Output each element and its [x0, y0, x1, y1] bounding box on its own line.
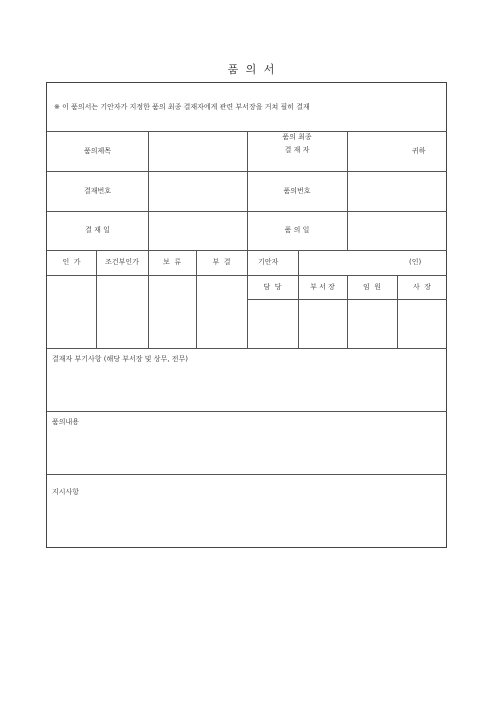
approval-date-label: 결 재 일 — [85, 226, 110, 234]
drafter-label: 기안자 — [258, 258, 279, 266]
status-pending-label: 보 류 — [163, 258, 181, 266]
proposal-form — [46, 82, 447, 548]
status-conditional-label: 조건부인가 — [105, 258, 139, 266]
approval-president-label: 사 장 — [413, 283, 431, 291]
subject-label: 품의제목 — [83, 147, 112, 155]
status-rejected-label: 부 결 — [212, 258, 231, 266]
proposal-date-label: 품 의 일 — [284, 226, 310, 234]
proposal-number-label: 품의번호 — [283, 187, 311, 195]
col-divider — [298, 250, 299, 275]
final-approver-label-line2: 결 재 자 — [284, 146, 310, 154]
approval-dept-head-label: 부 서 장 — [310, 283, 335, 291]
content-label: 품의내용 — [52, 418, 80, 426]
status-approved-label: 인 가 — [62, 258, 81, 266]
notice-text: ※ 이 품의서는 기안자가 지정한 품의 최종 결재자에게 관련 부서장을 거쳐 필히 결재 — [54, 103, 310, 111]
row-divider — [47, 474, 447, 475]
seal-mark: (인) — [409, 258, 422, 266]
honorific-label: 귀하 — [412, 147, 426, 155]
row-divider — [47, 348, 447, 349]
document-title: 품 의 서 — [227, 63, 277, 76]
row-divider — [47, 411, 447, 412]
col-divider — [247, 250, 248, 348]
instructions-label: 지시사항 — [52, 488, 80, 496]
approver-notes-label: 결재자 부기사항 (해당 부서장 및 상무, 전무) — [52, 355, 188, 363]
approval-executive-label: 임 원 — [363, 283, 381, 291]
final-approver-label-line1: 품의 최종 — [282, 133, 312, 141]
approval-number-label: 결재번호 — [83, 187, 112, 195]
approval-staff-label: 담 당 — [263, 283, 282, 291]
col-divider — [148, 131, 149, 250]
col-divider — [347, 131, 348, 250]
